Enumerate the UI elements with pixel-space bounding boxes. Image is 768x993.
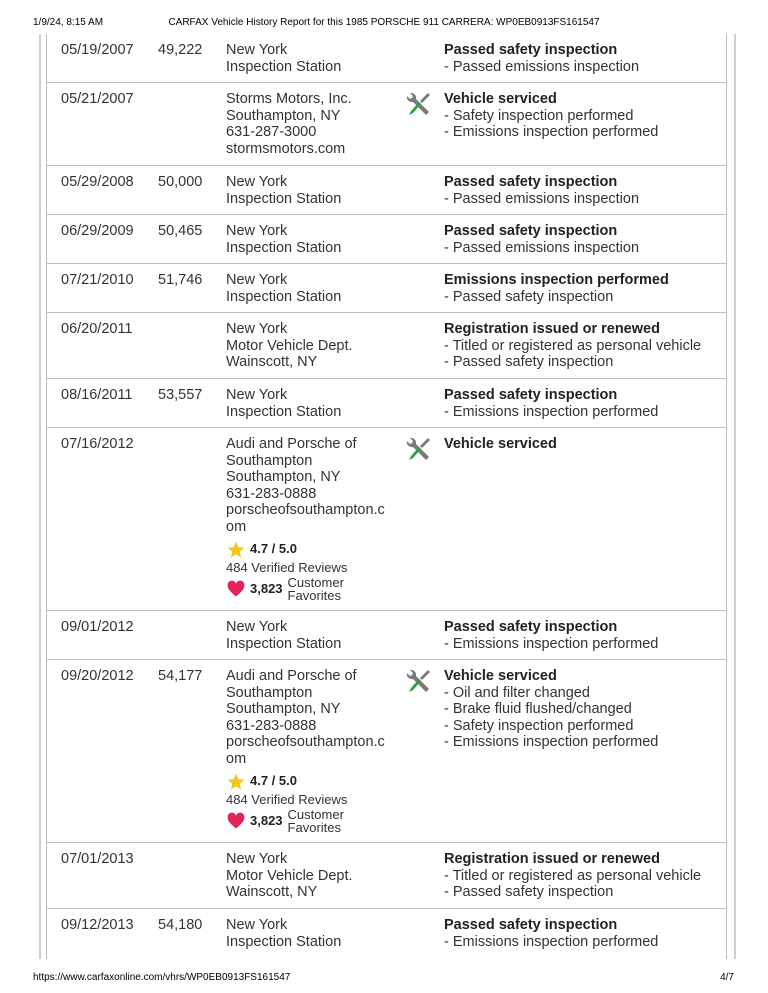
print-url: https://www.carfaxonline.com/vhrs/WP0EB0913FS161547 bbox=[33, 972, 291, 983]
comment-detail: - Passed emissions inspection bbox=[444, 58, 640, 75]
print-title: CARFAX Vehicle History Report for this 1985 PORSCHE 911 CARRERA: WP0EB0913FS161547 bbox=[168, 17, 600, 28]
source-line: Inspection Station bbox=[226, 403, 342, 420]
comment-headline: Emissions inspection performed bbox=[444, 272, 669, 288]
rating-score-line bbox=[226, 771, 401, 792]
record-comments bbox=[444, 917, 724, 950]
report-panel bbox=[39, 34, 736, 959]
record-source bbox=[226, 321, 401, 371]
record-source bbox=[226, 619, 401, 652]
comment-headline: Passed safety inspection bbox=[444, 619, 618, 635]
source-line: Southampton, NY bbox=[226, 701, 341, 717]
source-line: New York bbox=[226, 174, 288, 190]
record-odometer: 53,557 bbox=[158, 387, 203, 403]
favorites-label-line: Favorites bbox=[287, 588, 342, 603]
comment-headline: Passed safety inspection bbox=[444, 917, 618, 933]
favorites-label-line: Customer bbox=[287, 807, 344, 822]
star-icon bbox=[226, 540, 246, 560]
source-line: Southampton bbox=[226, 452, 313, 469]
history-record-row bbox=[47, 214, 726, 263]
record-comments bbox=[444, 174, 724, 207]
service-icon bbox=[404, 90, 432, 118]
record-comments bbox=[444, 42, 724, 75]
heart-icon bbox=[226, 579, 246, 599]
comment-headline: Registration issued or renewed bbox=[444, 321, 660, 337]
source-line: Storms Motors, Inc. bbox=[226, 91, 352, 107]
source-website-link[interactable]: om bbox=[226, 750, 247, 767]
source-line: Inspection Station bbox=[226, 190, 342, 207]
favorites-label bbox=[288, 808, 344, 834]
comment-detail: - Oil and filter changed bbox=[444, 684, 590, 701]
history-record-row bbox=[47, 165, 726, 214]
record-date: 07/16/2012 bbox=[61, 436, 134, 452]
record-comments bbox=[444, 91, 724, 141]
record-date: 05/19/2007 bbox=[61, 42, 134, 58]
source-line: New York bbox=[226, 851, 288, 867]
page-number: 4/7 bbox=[720, 972, 734, 983]
history-record-row bbox=[47, 82, 726, 165]
record-date: 07/01/2013 bbox=[61, 851, 134, 867]
heart-icon bbox=[226, 811, 246, 831]
record-comments bbox=[444, 272, 724, 305]
customer-favorites bbox=[226, 576, 401, 602]
rating-score: 4.7 / 5.0 bbox=[250, 541, 297, 557]
favorites-label-line: Customer bbox=[287, 575, 344, 590]
record-date: 05/29/2008 bbox=[61, 174, 134, 190]
verified-reviews-link[interactable]: 484 Verified Reviews bbox=[226, 560, 348, 575]
verified-reviews-link[interactable]: 484 Verified Reviews bbox=[226, 792, 348, 807]
source-line: Inspection Station bbox=[226, 58, 342, 75]
service-icon bbox=[404, 435, 432, 463]
comment-detail: - Passed safety inspection bbox=[444, 884, 614, 900]
record-comments bbox=[444, 619, 724, 652]
record-odometer: 50,000 bbox=[158, 174, 203, 190]
record-date: 09/20/2012 bbox=[61, 668, 134, 684]
record-date: 09/12/2013 bbox=[61, 917, 134, 933]
record-source bbox=[226, 668, 401, 834]
comment-detail: - Emissions inspection performed bbox=[444, 734, 659, 750]
record-odometer: 49,222 bbox=[158, 42, 203, 58]
rating-score: 4.7 / 5.0 bbox=[250, 773, 297, 789]
comment-detail: - Passed safety inspection bbox=[444, 354, 614, 370]
customer-favorites bbox=[226, 808, 401, 834]
comment-detail: - Emissions inspection performed bbox=[444, 403, 659, 420]
source-website-link[interactable]: porscheofsouthampton.c bbox=[226, 502, 385, 518]
source-line: New York bbox=[226, 223, 288, 239]
source-line: Inspection Station bbox=[226, 239, 342, 256]
source-line: New York bbox=[226, 619, 288, 635]
record-odometer: 54,177 bbox=[158, 668, 203, 684]
dealer-rating bbox=[226, 539, 401, 602]
history-record-row bbox=[47, 312, 726, 378]
record-odometer: 51,746 bbox=[158, 272, 203, 288]
comment-detail: - Emissions inspection performed bbox=[444, 635, 659, 652]
record-comments bbox=[444, 668, 724, 751]
comment-headline: Vehicle serviced bbox=[444, 436, 557, 452]
record-date: 06/20/2011 bbox=[61, 321, 133, 337]
print-header bbox=[0, 0, 768, 30]
history-record-row bbox=[47, 34, 726, 82]
record-source bbox=[226, 917, 401, 950]
comment-detail: - Titled or registered as personal vehicle bbox=[444, 337, 702, 354]
favorites-label bbox=[288, 576, 344, 602]
print-datetime: 1/9/24, 8:15 AM bbox=[33, 17, 104, 28]
comment-detail: - Emissions inspection performed bbox=[444, 933, 659, 950]
source-line: Inspection Station bbox=[226, 288, 342, 305]
record-source bbox=[226, 174, 401, 207]
record-comments bbox=[444, 223, 724, 256]
comment-detail: - Passed safety inspection bbox=[444, 288, 614, 305]
source-line: Wainscott, NY bbox=[226, 884, 318, 900]
history-table bbox=[46, 34, 727, 959]
record-date: 08/16/2011 bbox=[61, 387, 133, 403]
source-line: New York bbox=[226, 387, 288, 403]
comment-headline: Passed safety inspection bbox=[444, 387, 618, 403]
record-date: 06/29/2009 bbox=[61, 223, 134, 239]
comment-detail: - Passed emissions inspection bbox=[444, 239, 640, 256]
record-source bbox=[226, 272, 401, 305]
comment-headline: Registration issued or renewed bbox=[444, 851, 660, 867]
source-line: 631-287-3000 bbox=[226, 124, 317, 140]
source-website-link[interactable]: porscheofsouthampton.c bbox=[226, 734, 385, 750]
history-record-row bbox=[47, 842, 726, 908]
favorites-count: 3,823 bbox=[250, 580, 283, 596]
service-icon bbox=[404, 667, 432, 695]
source-website-link[interactable]: stormsmotors.com bbox=[226, 140, 346, 157]
source-line: Wainscott, NY bbox=[226, 354, 318, 370]
record-date: 09/01/2012 bbox=[61, 619, 134, 635]
source-line: Southampton bbox=[226, 684, 313, 701]
comment-detail: - Safety inspection performed bbox=[444, 107, 634, 124]
history-record-row bbox=[47, 378, 726, 427]
record-source bbox=[226, 42, 401, 75]
history-record-row bbox=[47, 427, 726, 610]
comment-detail: - Brake fluid flushed/changed bbox=[444, 701, 632, 717]
source-line: New York bbox=[226, 321, 288, 337]
comment-detail: - Safety inspection performed bbox=[444, 717, 634, 734]
source-website-link[interactable]: om bbox=[226, 518, 247, 535]
record-comments bbox=[444, 321, 724, 371]
history-record-row bbox=[47, 263, 726, 312]
record-source bbox=[226, 436, 401, 602]
comment-headline: Passed safety inspection bbox=[444, 223, 618, 239]
record-date: 07/21/2010 bbox=[61, 272, 134, 288]
comment-headline: Passed safety inspection bbox=[444, 42, 618, 58]
record-source bbox=[226, 91, 401, 157]
record-comments bbox=[444, 387, 724, 420]
source-line: New York bbox=[226, 42, 288, 58]
star-icon bbox=[226, 772, 246, 792]
favorites-count: 3,823 bbox=[250, 812, 283, 828]
rating-score-line bbox=[226, 539, 401, 560]
source-line: 631-283-0888 bbox=[226, 485, 317, 502]
record-source bbox=[226, 223, 401, 256]
source-line: Motor Vehicle Dept. bbox=[226, 867, 353, 884]
history-record-row bbox=[47, 659, 726, 842]
comment-headline: Passed safety inspection bbox=[444, 174, 618, 190]
record-date: 05/21/2007 bbox=[61, 91, 134, 107]
record-comments bbox=[444, 436, 724, 453]
source-line: Southampton, NY bbox=[226, 469, 341, 485]
source-line: New York bbox=[226, 272, 288, 288]
dealer-rating bbox=[226, 771, 401, 834]
source-line: 631-283-0888 bbox=[226, 717, 317, 734]
comment-detail: - Titled or registered as personal vehicle bbox=[444, 867, 702, 884]
favorites-label-line: Favorites bbox=[287, 820, 342, 835]
source-line: Audi and Porsche of bbox=[226, 668, 357, 684]
source-line: Motor Vehicle Dept. bbox=[226, 337, 353, 354]
source-line: Inspection Station bbox=[226, 933, 342, 950]
print-footer bbox=[0, 967, 768, 993]
source-line: Audi and Porsche of bbox=[226, 436, 357, 452]
source-line: Inspection Station bbox=[226, 635, 342, 652]
comment-detail: - Emissions inspection performed bbox=[444, 124, 659, 140]
comment-headline: Vehicle serviced bbox=[444, 668, 557, 684]
history-record-row bbox=[47, 610, 726, 659]
source-line: Southampton, NY bbox=[226, 107, 341, 124]
record-odometer: 50,465 bbox=[158, 223, 203, 239]
source-line: New York bbox=[226, 917, 288, 933]
record-source bbox=[226, 851, 401, 901]
comment-detail: - Passed emissions inspection bbox=[444, 190, 640, 207]
history-record-row bbox=[47, 908, 726, 959]
record-comments bbox=[444, 851, 724, 901]
record-source bbox=[226, 387, 401, 420]
comment-headline: Vehicle serviced bbox=[444, 91, 557, 107]
record-odometer: 54,180 bbox=[158, 917, 203, 933]
